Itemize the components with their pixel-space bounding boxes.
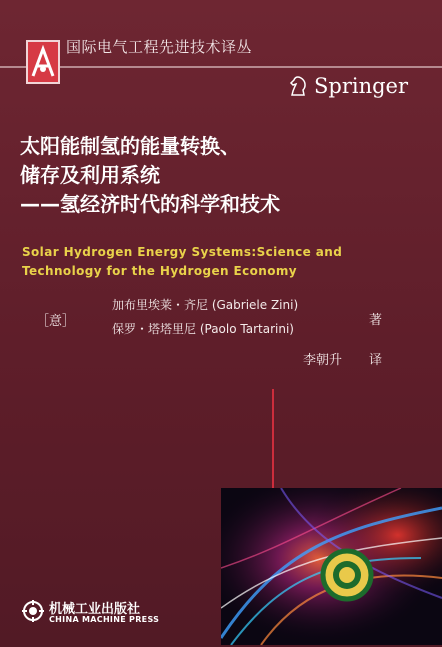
title-en-line-1: Solar Hydrogen Energy Systems:Science and xyxy=(22,245,343,259)
title-cn-line-2: 储存及利用系统 xyxy=(20,163,160,187)
author-1: 加布里埃莱・齐尼 (Gabriele Zini) xyxy=(112,298,299,312)
publisher-name-en: CHINA MACHINE PRESS xyxy=(49,615,160,624)
role-translator: 译 xyxy=(369,353,383,368)
cover-artwork xyxy=(221,488,442,645)
publisher-logo-icon xyxy=(21,599,45,623)
title-chinese xyxy=(20,132,430,219)
title-en-line-2: Technology for the Hydrogen Economy xyxy=(22,264,298,278)
top-rule xyxy=(0,66,442,68)
author-country: ［意］ xyxy=(36,314,76,329)
energy-light-artwork xyxy=(221,488,442,645)
author-2: 保罗・塔塔里尼 (Paolo Tartarini) xyxy=(112,322,294,336)
title-cn-line-1: 太阳能制氢的能量转换、 xyxy=(20,134,240,158)
title-cn-line-3: ——氢经济时代的科学和技术 xyxy=(20,192,280,216)
role-author: 著 xyxy=(369,313,383,328)
accent-line xyxy=(272,389,274,488)
series-logo xyxy=(26,40,60,84)
translator: 李朝升 xyxy=(303,353,343,368)
publisher-name-cn: 机械工业出版社 xyxy=(49,602,141,617)
title-english xyxy=(22,243,437,281)
springer-logo xyxy=(287,74,408,98)
series-name: 国际电气工程先进技术译丛 xyxy=(66,38,253,56)
series-logo-icon xyxy=(30,45,56,79)
chess-knight-icon xyxy=(287,75,309,97)
springer-wordmark: Springer xyxy=(314,74,409,98)
